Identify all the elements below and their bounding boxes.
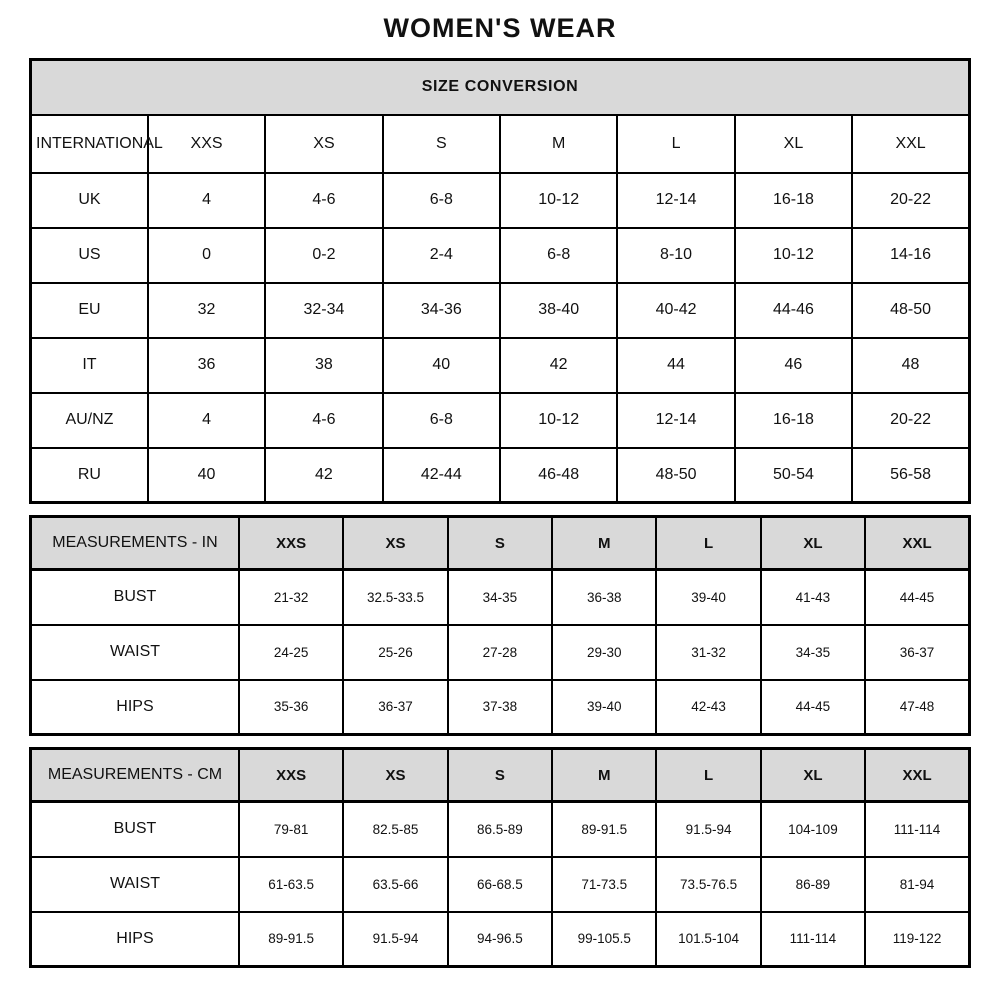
cell-bust-m: 89-91.5 (552, 802, 656, 857)
cell-waist-l: 73.5-76.5 (656, 857, 760, 912)
table-row-it (31, 338, 970, 393)
column-header-xs: XS (343, 749, 447, 802)
cell-eu-xxs: 32 (148, 283, 265, 338)
table-row-bust (31, 570, 970, 625)
row-label-waist: WAIST (31, 625, 239, 680)
cell-waist-m: 29-30 (552, 625, 656, 680)
column-header-xxl: XXL (865, 749, 969, 802)
table-row-waist (31, 625, 970, 680)
cell-eu-xxl: 48-50 (852, 283, 969, 338)
cell-it-xs: 38 (265, 338, 382, 393)
column-header-row (31, 749, 970, 802)
cell-bust-m: 36-38 (552, 570, 656, 625)
cell-hips-xl: 44-45 (761, 680, 865, 735)
cell-it-xxs: 36 (148, 338, 265, 393)
cell-ru-xs: 42 (265, 448, 382, 503)
cell-waist-xxl: 36-37 (865, 625, 969, 680)
cell-uk-xxl: 20-22 (852, 173, 969, 228)
cell-uk-xxs: 4 (148, 173, 265, 228)
cell-it-xl: 46 (735, 338, 852, 393)
cell-us-m: 6-8 (500, 228, 617, 283)
cell-uk-l: 12-14 (617, 173, 734, 228)
cell-au-nz-s: 6-8 (383, 393, 500, 448)
cell-bust-s: 34-35 (448, 570, 552, 625)
column-header-m: M (552, 517, 656, 570)
cell-uk-xl: 16-18 (735, 173, 852, 228)
cell-bust-l: 91.5-94 (656, 802, 760, 857)
cell-uk-xs: 4-6 (265, 173, 382, 228)
cell-bust-xl: 41-43 (761, 570, 865, 625)
cell-eu-xs: 32-34 (265, 283, 382, 338)
cell-eu-l: 40-42 (617, 283, 734, 338)
cell-uk-m: 10-12 (500, 173, 617, 228)
column-header-xxs: XXS (239, 749, 343, 802)
column-header-m: M (500, 115, 617, 173)
cell-us-s: 2-4 (383, 228, 500, 283)
cell-au-nz-m: 10-12 (500, 393, 617, 448)
cell-ru-s: 42-44 (383, 448, 500, 503)
cell-hips-m: 99-105.5 (552, 912, 656, 967)
column-header-xl: XL (761, 517, 865, 570)
cell-waist-xl: 34-35 (761, 625, 865, 680)
cell-bust-xl: 104-109 (761, 802, 865, 857)
cell-us-xl: 10-12 (735, 228, 852, 283)
cell-hips-l: 42-43 (656, 680, 760, 735)
row-label-bust: BUST (31, 802, 239, 857)
measurements-in-table (29, 515, 971, 736)
table-row-us (31, 228, 970, 283)
column-header-measurements-in: MEASUREMENTS - IN (31, 517, 239, 570)
cell-waist-m: 71-73.5 (552, 857, 656, 912)
cell-au-nz-xl: 16-18 (735, 393, 852, 448)
cell-ru-xl: 50-54 (735, 448, 852, 503)
cell-waist-xs: 63.5-66 (343, 857, 447, 912)
cell-ru-xxs: 40 (148, 448, 265, 503)
cell-uk-s: 6-8 (383, 173, 500, 228)
row-label-uk: UK (31, 173, 148, 228)
cell-ru-l: 48-50 (617, 448, 734, 503)
cell-hips-xs: 36-37 (343, 680, 447, 735)
column-header-l: L (617, 115, 734, 173)
cell-it-s: 40 (383, 338, 500, 393)
cell-hips-s: 37-38 (448, 680, 552, 735)
column-header-xxl: XXL (865, 517, 969, 570)
cell-bust-l: 39-40 (656, 570, 760, 625)
cell-eu-xl: 44-46 (735, 283, 852, 338)
cell-hips-l: 101.5-104 (656, 912, 760, 967)
column-header-l: L (656, 517, 760, 570)
table-row-hips (31, 912, 970, 967)
cell-us-l: 8-10 (617, 228, 734, 283)
column-header-row (31, 115, 970, 173)
column-header-xs: XS (265, 115, 382, 173)
row-label-waist: WAIST (31, 857, 239, 912)
cell-hips-xxs: 89-91.5 (239, 912, 343, 967)
table-row-uk (31, 173, 970, 228)
column-header-xs: XS (343, 517, 447, 570)
cell-hips-xl: 111-114 (761, 912, 865, 967)
column-header-xxs: XXS (239, 517, 343, 570)
cell-waist-xxl: 81-94 (865, 857, 969, 912)
cell-bust-xxl: 111-114 (865, 802, 969, 857)
cell-bust-xxl: 44-45 (865, 570, 969, 625)
size-conversion-table (29, 58, 971, 504)
column-header-xxl: XXL (852, 115, 969, 173)
table-row-au-nz (31, 393, 970, 448)
cell-hips-m: 39-40 (552, 680, 656, 735)
page-title: WOMEN'S WEAR (383, 13, 617, 43)
cell-hips-xxl: 119-122 (865, 912, 969, 967)
row-label-hips: HIPS (31, 912, 239, 967)
row-label-bust: BUST (31, 570, 239, 625)
cell-waist-l: 31-32 (656, 625, 760, 680)
column-header-s: S (383, 115, 500, 173)
table-row-hips (31, 680, 970, 735)
column-header-row (31, 517, 970, 570)
cell-waist-xxs: 61-63.5 (239, 857, 343, 912)
cell-it-xxl: 48 (852, 338, 969, 393)
column-header-xl: XL (735, 115, 852, 173)
table-caption: SIZE CONVERSION (31, 60, 970, 115)
row-label-ru: RU (31, 448, 148, 503)
column-header-international: INTERNATIONAL (31, 115, 148, 173)
row-label-au-nz: AU/NZ (31, 393, 148, 448)
table-row-ru (31, 448, 970, 503)
cell-au-nz-xxs: 4 (148, 393, 265, 448)
table-row-bust (31, 802, 970, 857)
cell-au-nz-xxl: 20-22 (852, 393, 969, 448)
cell-au-nz-xs: 4-6 (265, 393, 382, 448)
cell-bust-s: 86.5-89 (448, 802, 552, 857)
cell-eu-s: 34-36 (383, 283, 500, 338)
cell-hips-s: 94-96.5 (448, 912, 552, 967)
cell-us-xxl: 14-16 (852, 228, 969, 283)
cell-us-xs: 0-2 (265, 228, 382, 283)
column-header-measurements-cm: MEASUREMENTS - CM (31, 749, 239, 802)
cell-hips-xs: 91.5-94 (343, 912, 447, 967)
column-header-xl: XL (761, 749, 865, 802)
row-label-eu: EU (31, 283, 148, 338)
cell-it-m: 42 (500, 338, 617, 393)
row-label-us: US (31, 228, 148, 283)
cell-eu-m: 38-40 (500, 283, 617, 338)
table-caption-row (31, 60, 970, 115)
cell-ru-m: 46-48 (500, 448, 617, 503)
cell-waist-xl: 86-89 (761, 857, 865, 912)
cell-it-l: 44 (617, 338, 734, 393)
table-row-waist (31, 857, 970, 912)
column-header-l: L (656, 749, 760, 802)
column-header-xxs: XXS (148, 115, 265, 173)
column-header-s: S (448, 749, 552, 802)
cell-waist-xxs: 24-25 (239, 625, 343, 680)
cell-bust-xs: 32.5-33.5 (343, 570, 447, 625)
cell-ru-xxl: 56-58 (852, 448, 969, 503)
cell-hips-xxs: 35-36 (239, 680, 343, 735)
column-header-m: M (552, 749, 656, 802)
cell-us-xxs: 0 (148, 228, 265, 283)
cell-waist-s: 66-68.5 (448, 857, 552, 912)
column-header-s: S (448, 517, 552, 570)
row-label-it: IT (31, 338, 148, 393)
cell-bust-xs: 82.5-85 (343, 802, 447, 857)
cell-bust-xxs: 21-32 (239, 570, 343, 625)
cell-waist-xs: 25-26 (343, 625, 447, 680)
cell-hips-xxl: 47-48 (865, 680, 969, 735)
row-label-hips: HIPS (31, 680, 239, 735)
table-row-eu (31, 283, 970, 338)
cell-au-nz-l: 12-14 (617, 393, 734, 448)
measurements-cm-table (29, 747, 971, 968)
cell-waist-s: 27-28 (448, 625, 552, 680)
cell-bust-xxs: 79-81 (239, 802, 343, 857)
